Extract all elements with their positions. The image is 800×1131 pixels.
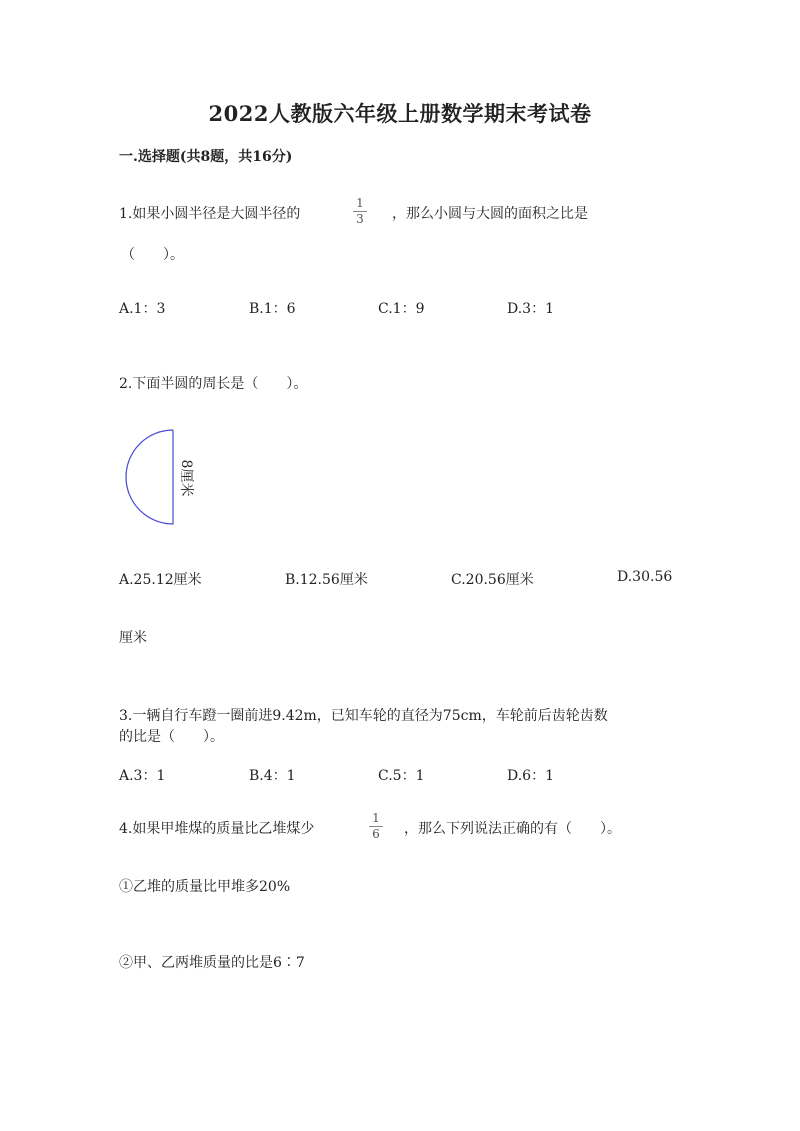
q1-option-d[interactable]: D.3：1 [507, 301, 554, 317]
semicircle-diameter-label: 8厘米 [178, 459, 194, 497]
q3-line2: 的比是（ ）。 [119, 729, 224, 745]
section-heading: 一.选择题(共8题，共16分) [119, 149, 293, 165]
q1-fraction [353, 197, 367, 226]
q1-option-a[interactable]: A.1：3 [119, 301, 166, 317]
q1-option-b[interactable]: B.1：6 [249, 301, 296, 317]
q1-fraction-numerator: 1 [356, 196, 364, 210]
q1-fraction-denominator: 3 [356, 212, 364, 226]
q3-option-a[interactable]: A.3：1 [119, 768, 166, 784]
q4-fraction-denominator: 6 [372, 827, 380, 841]
q3-option-b[interactable]: B.4：1 [249, 768, 296, 784]
q2-option-d-wrap: 厘米 [119, 630, 147, 646]
q2-text: 2.下面半圆的周长是（ ）。 [119, 376, 308, 392]
q4-statement-2: ②甲、乙两堆质量的比是6∶7 [119, 955, 305, 971]
q4-statement-1: ①乙堆的质量比甲堆多20% [119, 879, 291, 895]
q2-option-b[interactable]: B.12.56厘米 [285, 572, 368, 588]
q4-fraction-numerator: 1 [372, 811, 380, 825]
page-title: 2022人教版六年级上册数学期末考试卷 [208, 101, 592, 126]
q2-option-d[interactable]: D.30.56 [617, 569, 673, 585]
q3-line1: 3.一辆自行车蹬一圈前进9.42m，已知车轮的直径为75cm，车轮前后齿轮齿数 [119, 708, 608, 724]
q3-option-d[interactable]: D.6：1 [507, 768, 554, 784]
q3-option-c[interactable]: C.5：1 [378, 768, 425, 784]
q1-option-c[interactable]: C.1：9 [378, 301, 425, 317]
q2-option-a[interactable]: A.25.12厘米 [119, 572, 202, 588]
q1-text-before: 1.如果小圆半径是大圆半径的 [119, 206, 301, 222]
q2-option-c[interactable]: C.20.56厘米 [451, 572, 534, 588]
q1-line2: （ ）。 [121, 247, 184, 263]
q1-text-after: ，那么小圆与大圆的面积之比是 [392, 206, 588, 222]
q4-text-before: 4.如果甲堆煤的质量比乙堆煤少 [119, 821, 315, 837]
q4-text-after: ，那么下列说法正确的有（ ）。 [404, 821, 621, 837]
q4-fraction [369, 812, 383, 841]
semicircle-outline [126, 430, 173, 524]
